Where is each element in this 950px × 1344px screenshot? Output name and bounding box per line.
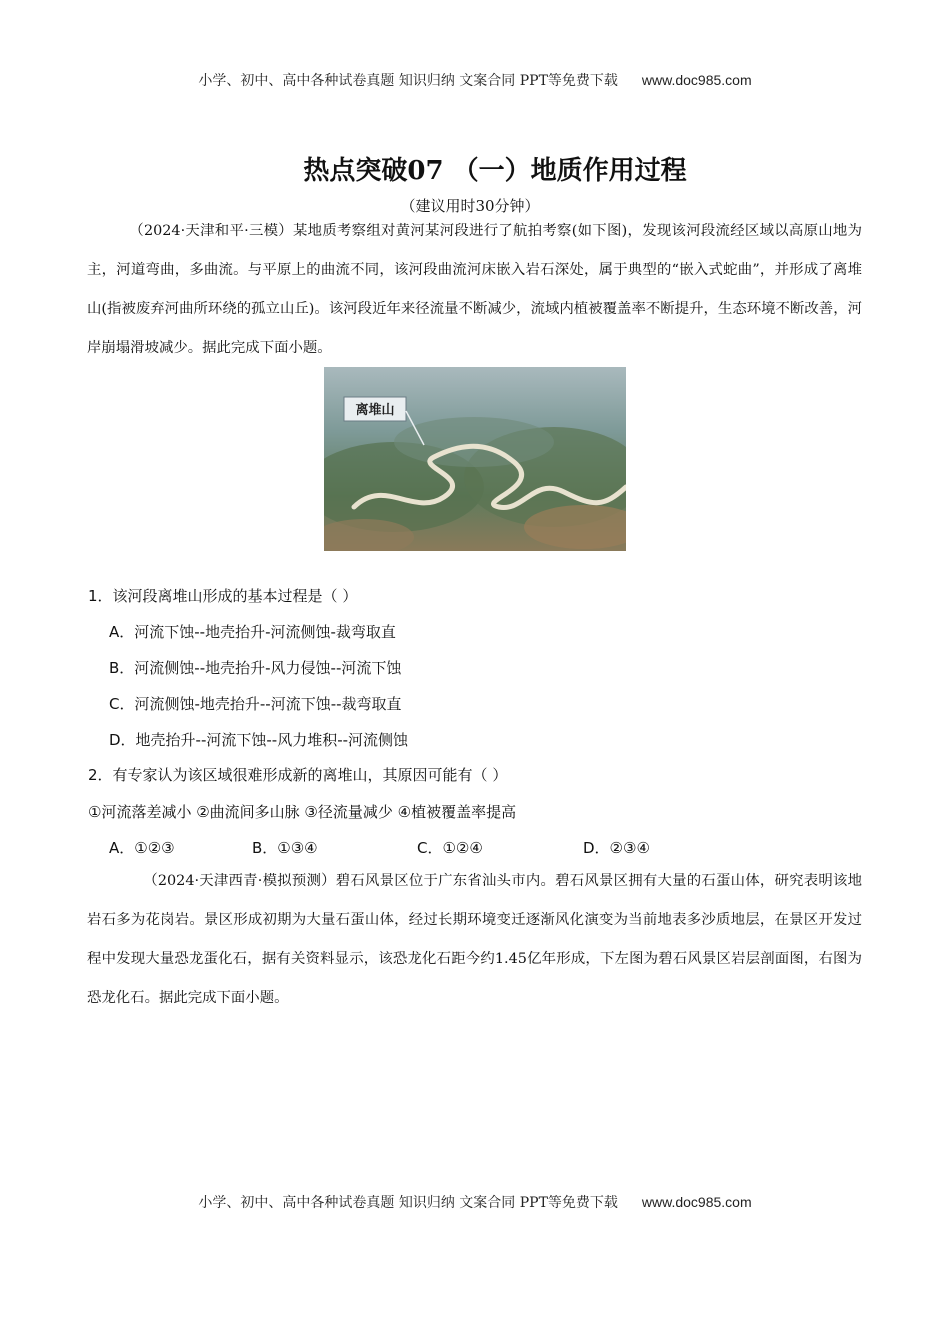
passage-2 <box>87 862 862 1018</box>
q1-option-a[interactable]: A．河流下蚀--地壳抬升-河流侧蚀-裁弯取直 <box>109 623 396 641</box>
page-title: 热点突破07 （一）地质作用过程 <box>303 156 687 186</box>
q2-stem: 2．有专家认为该区域很难形成新的离堆山，其原因可能有（ ） <box>88 766 508 784</box>
photo-label: 离堆山 <box>355 403 395 418</box>
q2-items: ①河流落差减小 ②曲流间多山脉 ③径流量减少 ④植被覆盖率提高 <box>88 803 517 821</box>
q1-option-b[interactable]: B．河流侧蚀--地壳抬升-风力侵蚀--河流下蚀 <box>109 659 402 677</box>
q2-option-d[interactable]: D．②③④ <box>583 839 650 857</box>
header-text: 小学、初中、高中各种试卷真题 知识归纳 文案合同 PPT等免费下载 <box>198 73 618 89</box>
header-url[interactable]: www.doc985.com <box>641 72 752 88</box>
q1-option-d[interactable]: D．地壳抬升--河流下蚀--风力堆积--河流侧蚀 <box>109 731 409 749</box>
page-subtitle: （建议用时30分钟） <box>400 197 540 215</box>
q2-option-b[interactable]: B．①③④ <box>252 839 318 857</box>
page-footer <box>0 1192 950 1212</box>
aerial-river-photo <box>324 367 626 551</box>
passage-2-text: （2024·天津西青·模拟预测）碧石风景区位于广东省汕头市内。碧石风景区拥有大量的石蛋山体，研究表明该地岩石多为花岗岩。景区形成初期为大量石蛋山体，经过长期环境变迁逐渐风化演变为当前地表多沙质地层，在景区开发过程中发现大量恐龙蛋化石，据有关资料显示，该恐龙化石距今约1.45亿年形成，下左图为碧石风景区岩层剖面图，右图为恐龙化石。据此完成下面小题。 <box>87 873 862 1006</box>
footer-url[interactable]: www.doc985.com <box>641 1194 752 1210</box>
passage-1-text: （2024·天津和平·三模）某地质考察组对黄河某河段进行了航拍考察(如下图)，发现该河段流经区域以高原山地为主，河道弯曲，多曲流。与平原上的曲流不同，该河段曲流河床嵌入岩石深处，属于典型的“嵌入式蛇曲”，并形成了离堆山(指被废弃河曲所环绕的孤立山丘)。该河段近年来径流量不断减少，流域内植被覆盖率不断提升，生态环境不断改善，河岸崩塌滑坡减少。据此完成下面小题。 <box>87 223 862 356</box>
q2-option-a[interactable]: A．①②③ <box>109 839 175 857</box>
q1-option-c[interactable]: C．河流侧蚀-地壳抬升--河流下蚀--裁弯取直 <box>109 695 402 713</box>
q2-option-c[interactable]: C．①②④ <box>417 839 483 857</box>
page-header <box>0 70 950 90</box>
passage-1 <box>87 212 862 368</box>
q1-stem: 1．该河段离堆山形成的基本过程是（ ） <box>88 587 358 605</box>
footer-text: 小学、初中、高中各种试卷真题 知识归纳 文案合同 PPT等免费下载 <box>198 1195 618 1211</box>
